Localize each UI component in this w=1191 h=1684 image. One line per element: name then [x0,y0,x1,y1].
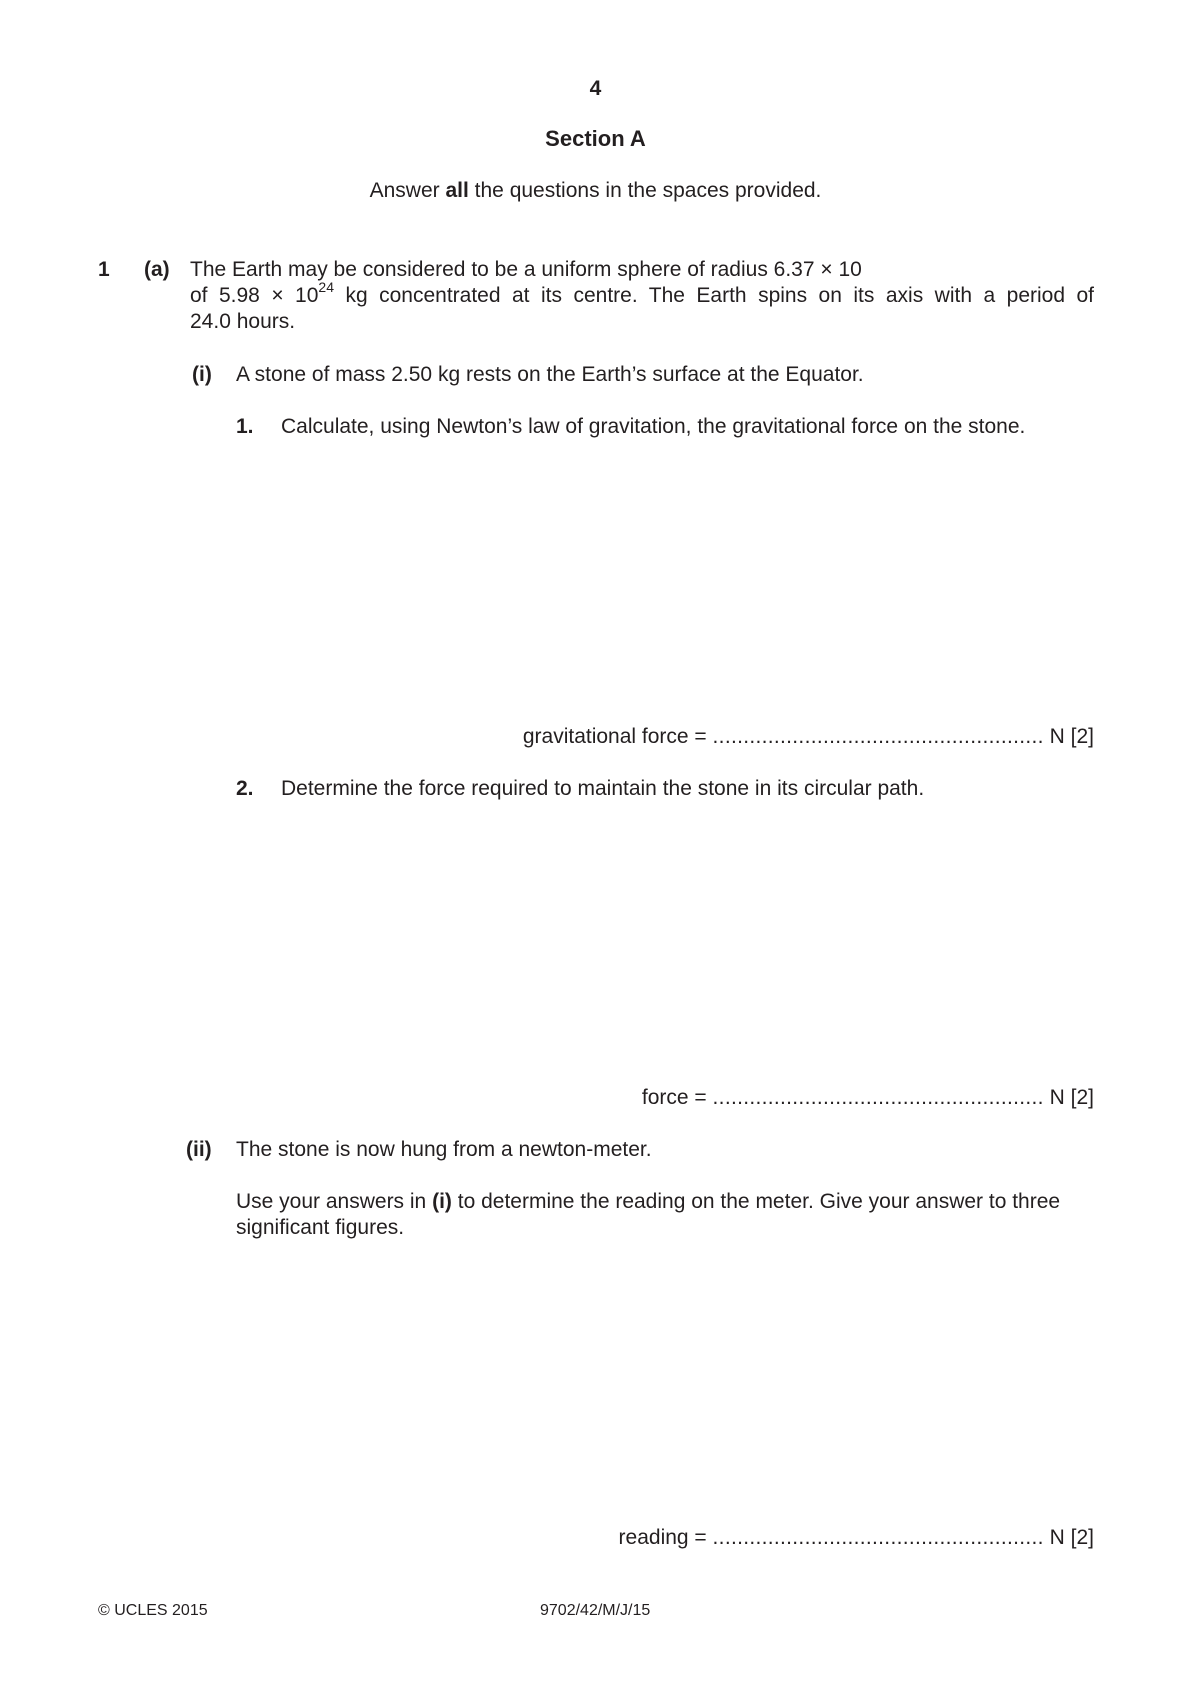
subpart-ii-label: (ii) [186,1138,212,1161]
intro-line2-pre: of 5.98 × 10 [190,284,319,307]
instr-pre: Use your answers in [236,1190,433,1213]
answer-dots[interactable]: ...................................................... [712,1526,1044,1549]
instr-post: to determine the reading on the meter. Give your answer to three significant figures. [236,1190,1061,1239]
answer-label: reading = [618,1526,707,1549]
subpart-ii-instruction [236,1189,1094,1241]
subpart-i-label: (i) [192,363,212,386]
instruction-bold: all [445,179,469,202]
answer-unit-marks: N [2] [1043,725,1094,748]
question-intro-line1: The Earth may be considered to be a uniform sphere of radius 6.37 × 10 [190,258,862,281]
intro-line2-post: kg concentrated at its centre. The Earth spins on its axis with a period of [334,284,1094,307]
question-intro [190,257,1094,335]
item-1-text: Calculate, using Newton’s law of gravitation, the gravitational force on the stone. [281,415,1026,438]
instr-bold: (i) [432,1190,452,1213]
answer-line-reading[interactable] [619,1525,1094,1551]
footer-copyright: © UCLES 2015 [98,1602,208,1619]
question-intro-line3: 24.0 hours. [190,310,296,333]
page-number: 4 [589,77,602,100]
answer-line-gravitational-force[interactable] [523,724,1094,750]
answer-label: gravitational force = [522,725,707,748]
answer-line-force[interactable] [642,1085,1094,1111]
item-1-label: 1. [236,415,254,438]
question-intro-line2 [190,279,1094,309]
instruction-after: the questions in the spaces provided. [468,179,822,202]
footer-paper-code: 9702/42/M/J/15 [540,1602,651,1619]
subpart-ii-text: The stone is now hung from a newton-meter. [236,1138,652,1161]
item-2-text: Determine the force required to maintain the stone in its circular path. [281,777,925,800]
answer-dots[interactable]: ...................................................... [712,725,1044,748]
answer-label: force = [641,1086,707,1109]
item-2-label: 2. [236,777,254,800]
question-number: 1 [98,258,110,281]
instruction-text [0,178,1191,204]
exponent: 24 [318,279,334,295]
answer-unit-marks: N [2] [1043,1526,1094,1549]
subpart-i-text: A stone of mass 2.50 kg rests on the Earth’s surface at the Equator. [236,363,864,386]
section-title: Section A [545,126,646,151]
question-part-label: (a) [144,258,170,281]
instruction-before: Answer [369,179,446,202]
answer-unit-marks: N [2] [1043,1086,1094,1109]
answer-dots[interactable]: ...................................................... [712,1086,1044,1109]
